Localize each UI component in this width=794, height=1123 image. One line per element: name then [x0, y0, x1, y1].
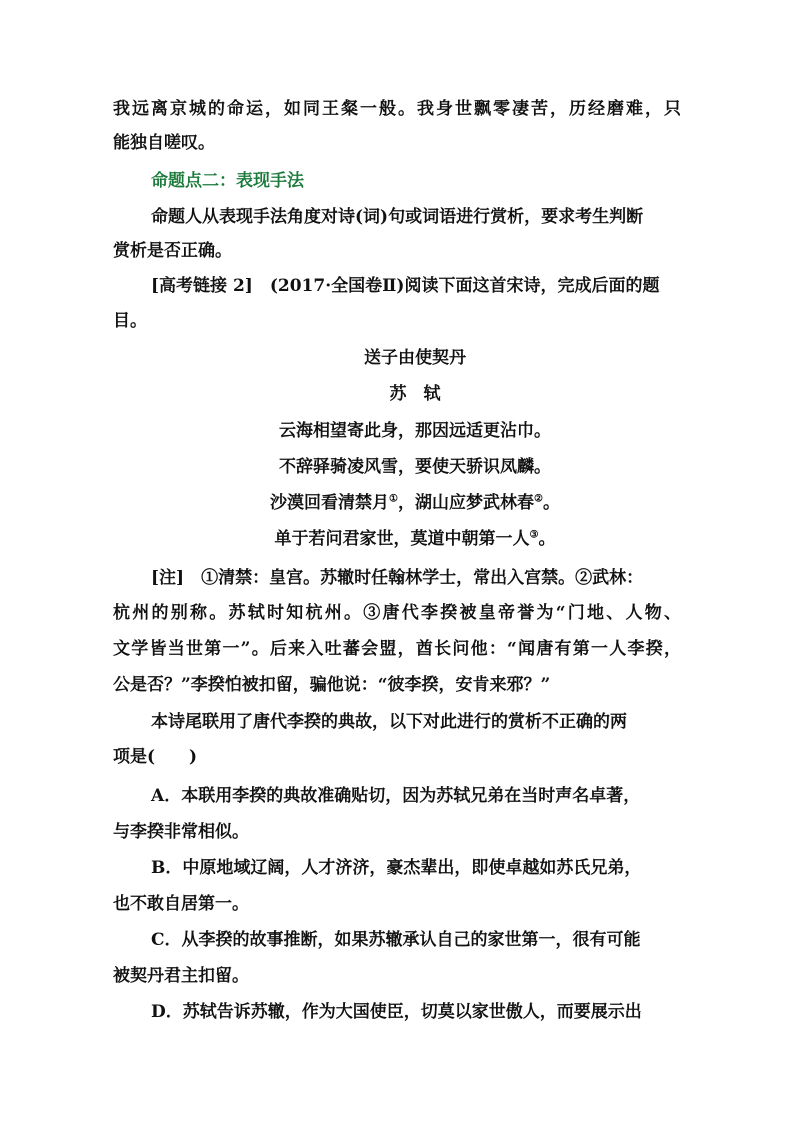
section-heading: 命题点二：表现手法 [151, 171, 304, 191]
poem-line-4 [113, 528, 717, 550]
poem-line-1: 云海相望寄此身，那因远适更沾巾。 [279, 421, 551, 441]
note-line1: [注] ①清禁：皇宫。苏辙时任翰林学士，常出入宫禁。②武林： [151, 568, 644, 588]
poem-author: 苏 轼 [389, 384, 441, 404]
option-a-line2: 与李揆非常相似。 [113, 822, 249, 842]
note-line2: 杭州的别称。苏轼时知杭州。③唐代李揆被皇帝誉为“门地、人物、 [113, 603, 681, 623]
poem-line-4a: 单于若问君家世，莫道中朝第一人 [274, 529, 530, 549]
poem-line-2: 不辞驿骑凌风雪，要使天骄识凤麟。 [279, 457, 551, 477]
poem-title: 送子由使契丹 [364, 348, 466, 368]
para2-line2: 赏析是否正确。 [113, 241, 232, 261]
note-ref-2: ② [534, 493, 543, 505]
poem-line-4b: 。 [538, 529, 556, 549]
link-line2: 目。 [113, 311, 147, 331]
poem-line-3 [113, 492, 717, 514]
note-line4: 公是否？”李揆怕被扣留，骗他说：“彼李揆，安肯来邪？” [113, 675, 551, 695]
option-b-line2: 也不敢自居第一。 [113, 894, 249, 914]
poem-line-3b: ，湖山应梦武林春 [398, 493, 534, 513]
note-line3: 文学皆当世第一”。后来入吐蕃会盟，酋长问他：“闻唐有第一人李揆， [113, 639, 681, 659]
option-d-line1: D．苏轼告诉苏辙，作为大国使臣，切莫以家世傲人，而要展示出 [151, 1002, 642, 1022]
para1-line1: 我远离京城的命运，如同王粲一般。我身世飘零凄苦，历经磨难，只 [113, 99, 681, 119]
option-c-line2: 被契丹君主扣留。 [113, 966, 249, 986]
para1-line2: 能独自嗟叹。 [113, 133, 215, 153]
poem-line-3c: 。 [542, 493, 560, 513]
option-c-line1: C．从李揆的故事推断，如果苏辙承认自己的家世第一，很有可能 [151, 930, 641, 950]
link-line1: [高考链接 2] (2017·全国卷Ⅱ)阅读下面这首宋诗，完成后面的题 [151, 276, 660, 296]
option-a-line1: A．本联用李揆的典故准确贴切，因为苏轼兄弟在当时声名卓著， [151, 786, 641, 806]
para2-line1: 命题人从表现手法角度对诗(词)句或词语进行赏析，要求考生判断 [151, 207, 644, 227]
note-ref-3: ③ [529, 529, 539, 541]
question-line1: 本诗尾联用了唐代李揆的典故，以下对此进行的赏析不正确的两 [151, 712, 627, 732]
question-line2: 项是( ) [113, 747, 198, 767]
note-ref-1: ① [389, 493, 398, 505]
poem-line-3a: 沙漠回看清禁月 [270, 493, 390, 513]
option-b-line1: B．中原地域辽阔，人才济济，豪杰辈出，即使卓越如苏氏兄弟， [151, 858, 642, 878]
